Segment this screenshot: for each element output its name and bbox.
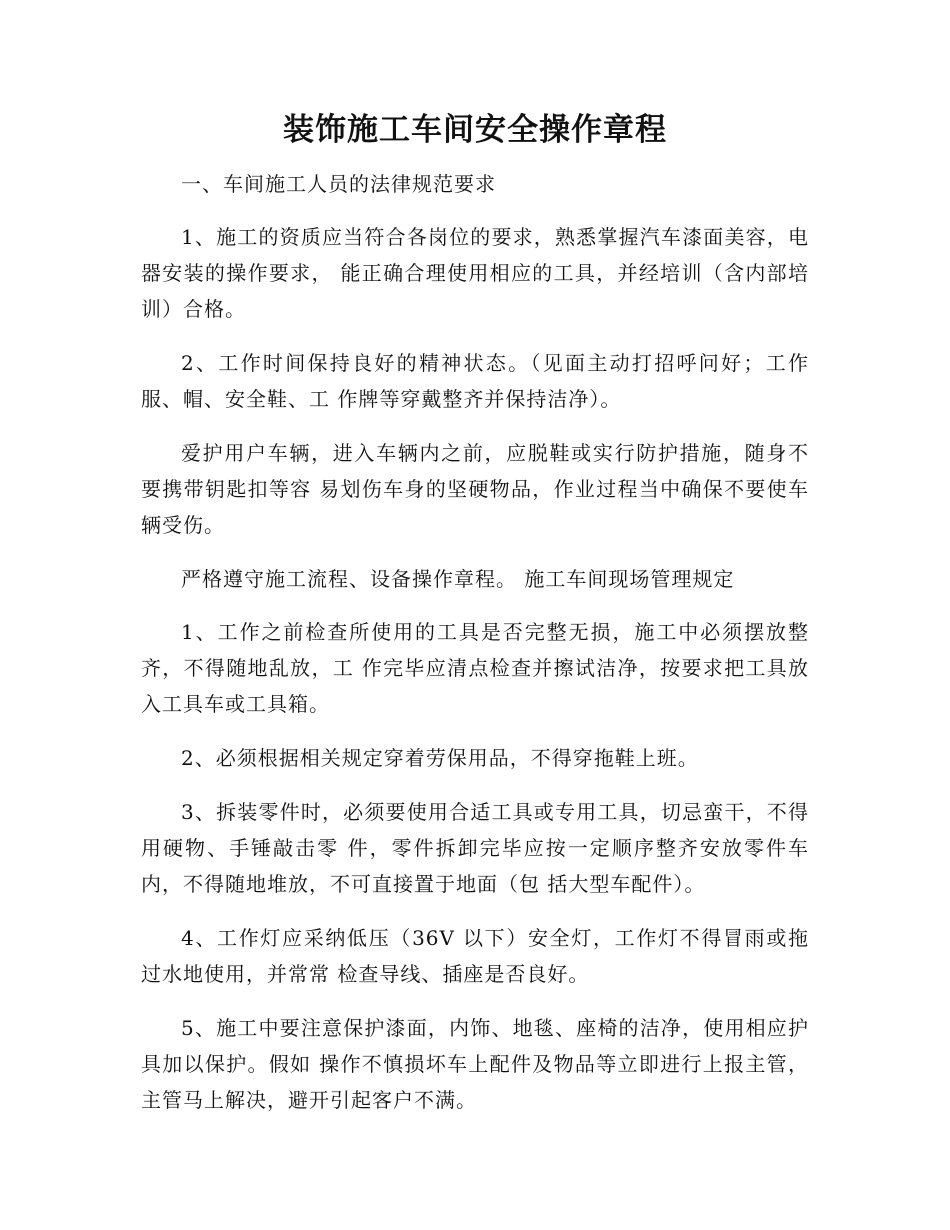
document-title: 装饰施工车间安全操作章程: [283, 112, 667, 148]
paragraph: 1、工作之前检查所使用的工具是否完整无损，施工中必须摆放整齐，不得随地乱放，工 作完毕应清点检查并擦试洁净，按要求把工具放入工具车或工具箱。: [141, 620, 809, 716]
paragraph: 5、施工中要注意保护漆面，内饰、地毯、座椅的洁净，使用相应护具加以保护。假如 操作不慎损坏车上配件及物品等立即进行上报主管，主管马上解决，避开引起客户不满。: [141, 1016, 809, 1112]
paragraph: 3、拆装零件时，必须要使用合适工具或专用工具，切忌蛮干，不得用硬物、手锤敲击零 件，零件拆卸完毕应按一定顺序整齐安放零件车内，不得随地堆放，不可直接置于地面（包 括大型车配件）。: [141, 800, 809, 896]
paragraph: 严格遵守施工流程、设备操作章程。 施工车间现场管理规定: [181, 567, 735, 591]
paragraph: 4、工作灯应采纳低压（36V 以下）安全灯，工作灯不得冒雨或拖过水地使用，并常常 检查导线、插座是否良好。: [141, 926, 809, 986]
paragraph: 1、施工的资质应当符合各岗位的要求，熟悉掌握汽车漆面美容，电器安装的操作要求， 能正确合理使用相应的工具，并经培训（含内部培训）合格。: [141, 225, 809, 321]
paragraph: 2、必须根据相关规定穿着劳保用品，不得穿拖鞋上班。: [181, 746, 699, 770]
paragraph: 爱护用户车辆，进入车辆内之前，应脱鞋或实行防护措施，随身不要携带钥匙扣等容 易划伤车身的坚硬物品，作业过程当中确保不要使车辆受伤。: [141, 441, 809, 537]
paragraph: 2、工作时间保持良好的精神状态。（见面主动打招呼问好；工作服、帽、安全鞋、工 作牌等穿戴整齐并保持洁净）。: [141, 351, 809, 411]
section-heading: 一、车间施工人员的法律规范要求: [181, 172, 496, 196]
